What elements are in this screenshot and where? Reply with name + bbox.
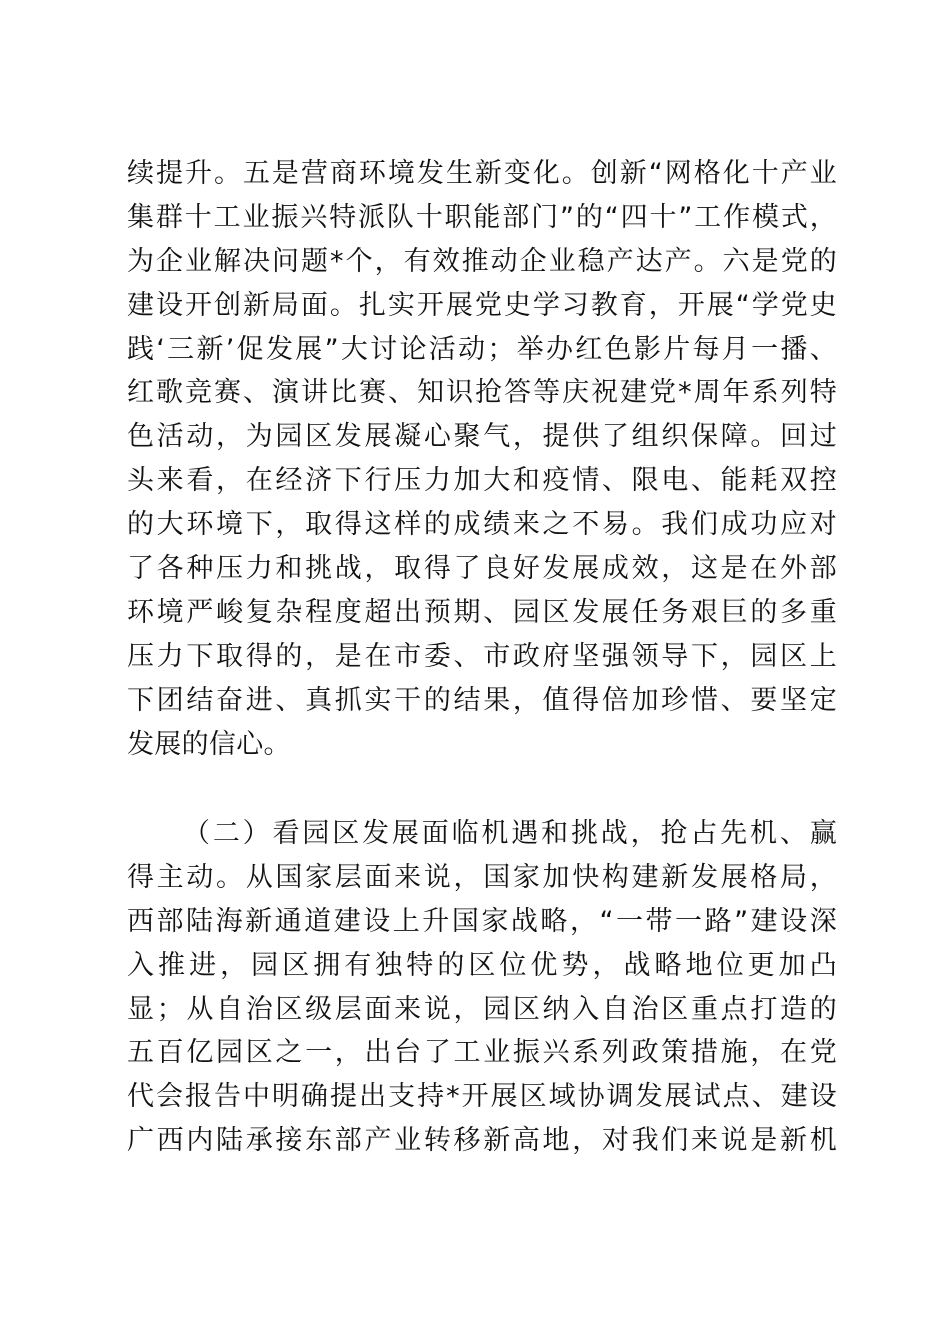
text-line: 下团结奋进、真抓实干的结果，值得倍加珍惜、要坚定 bbox=[127, 684, 837, 716]
text-line: 得主动。从国家层面来说，国家加快构建新发展格局， bbox=[127, 861, 837, 893]
text-line: 发展的信心。 bbox=[127, 728, 291, 760]
text-line: 广西内陆承接东部产业转移新高地，对我们来说是新机 bbox=[127, 1125, 837, 1157]
text-line: 五百亿园区之一，出台了工业振兴系列政策措施，在党 bbox=[127, 1037, 837, 1069]
text-line: 践‘三新’促发展”大讨论活动；举办红色影片每月一播、 bbox=[127, 333, 837, 365]
text-line: 环境严峻复杂程度超出预期、园区发展任务艰巨的多重 bbox=[127, 596, 837, 628]
paragraph-opportunities bbox=[127, 812, 837, 1163]
text-line: 建设开创新局面。扎实开展党史学习教育，开展“学党史 bbox=[127, 289, 837, 321]
text-line: 红歌竞赛、演讲比赛、知识抢答等庆祝建党*周年系列特 bbox=[127, 377, 837, 409]
text-line: 为企业解决问题*个，有效推动企业稳产达产。六是党的 bbox=[127, 245, 837, 277]
text-line: 了各种压力和挑战，取得了良好发展成效，这是在外部 bbox=[127, 553, 837, 585]
text-line: 头来看，在经济下行压力加大和疫情、限电、能耗双控 bbox=[127, 465, 837, 497]
text-line: 西部陆海新通道建设上升国家战略，“一带一路”建设深 bbox=[127, 905, 837, 937]
text-line: 代会报告中明确提出支持*开展区域协调发展试点、建设 bbox=[127, 1081, 837, 1113]
text-line: 压力下取得的，是在市委、市政府坚强领导下，园区上 bbox=[127, 640, 837, 672]
text-line: 集群十工业振兴特派队十职能部门”的“四十”工作模式， bbox=[127, 201, 837, 233]
section-heading-line: （二）看园区发展面临机遇和挑战，抢占先机、赢 bbox=[183, 818, 837, 849]
text-line: 续提升。五是营商环境发生新变化。创新“网格化十产业 bbox=[127, 158, 837, 189]
text-line: 入推进，园区拥有独特的区位优势，战略地位更加凸 bbox=[127, 949, 837, 981]
text-line: 色活动，为园区发展凝心聚气，提供了组织保障。回过 bbox=[127, 421, 837, 453]
paragraph-achievements bbox=[127, 152, 837, 766]
text-line: 显；从自治区级层面来说，园区纳入自治区重点打造的 bbox=[127, 993, 837, 1025]
text-line: 的大环境下，取得这样的成绩来之不易。我们成功应对 bbox=[127, 509, 837, 541]
